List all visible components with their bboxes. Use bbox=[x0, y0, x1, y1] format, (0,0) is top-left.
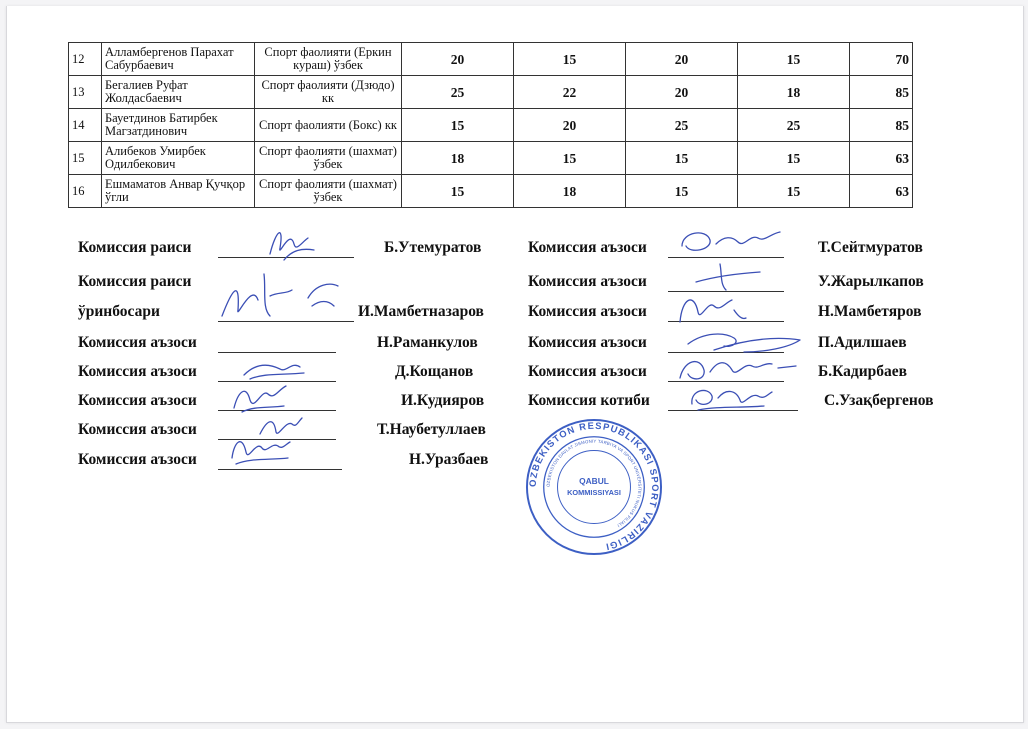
total-score: 70 bbox=[850, 43, 913, 76]
commission-member-name: Н.Раманкулов bbox=[377, 334, 478, 351]
commission-role-label: Комиссия аъзоси bbox=[78, 334, 197, 351]
sport-direction: Спорт фаолияти (Дзюдо) кк bbox=[255, 76, 402, 109]
commission-role-label: Комиссия аъзоси bbox=[528, 303, 647, 320]
score-3: 25 bbox=[626, 109, 738, 142]
commission-member-name: Н.Уразбаев bbox=[409, 451, 489, 468]
commission-member-name: У.Жарылкапов bbox=[818, 273, 924, 290]
score-2: 18 bbox=[514, 175, 626, 208]
table-row bbox=[69, 142, 913, 175]
commission-member-name: Д.Кощанов bbox=[395, 363, 474, 380]
commission-stamp bbox=[525, 418, 663, 556]
commission-role-label: Комиссия аъзоси bbox=[528, 239, 647, 256]
signature-scribble bbox=[226, 428, 292, 468]
total-score: 63 bbox=[850, 175, 913, 208]
commission-role-label: Комиссия раиси bbox=[78, 273, 192, 290]
score-4: 25 bbox=[738, 109, 850, 142]
sport-direction: Спорт фаолияти (шахмат) ўзбек bbox=[255, 142, 402, 175]
signature-scribble bbox=[228, 378, 292, 416]
score-4: 15 bbox=[738, 43, 850, 76]
stamp-inner-text: OZBEKISTON DAVLAT JISMONIY TARBIYA VA SPORT UNIVERSITETI NUKUS FILIALI bbox=[545, 438, 643, 529]
table-row bbox=[69, 109, 913, 142]
sport-direction: Спорт фаолияти (шахмат) ўзбек bbox=[255, 175, 402, 208]
score-3: 20 bbox=[626, 43, 738, 76]
score-3: 15 bbox=[626, 142, 738, 175]
sport-direction: Спорт фаолияти (Бокс) кк bbox=[255, 109, 402, 142]
applicant-name: Бегалиев Руфат Жолдасбаевич bbox=[102, 76, 255, 109]
commission-role-label: Комиссия раиси bbox=[78, 239, 192, 256]
score-2: 15 bbox=[514, 142, 626, 175]
score-2: 20 bbox=[514, 109, 626, 142]
commission-role-label: Комиссия аъзоси bbox=[78, 363, 197, 380]
score-3: 20 bbox=[626, 76, 738, 109]
score-4: 15 bbox=[738, 175, 850, 208]
commission-role-label: Комиссия котиби bbox=[528, 392, 650, 409]
commission-member-name: П.Адилшаев bbox=[818, 334, 907, 351]
commission-member-name: Б.Кадирбаев bbox=[818, 363, 908, 380]
score-2: 15 bbox=[514, 43, 626, 76]
commission-member-name: И.Кудияров bbox=[401, 392, 485, 409]
score-3: 15 bbox=[626, 175, 738, 208]
signature-scribble bbox=[212, 270, 352, 322]
results-table bbox=[68, 42, 913, 208]
applicant-name: Бауетдинов Батирбек Магзатдинович bbox=[102, 109, 255, 142]
table-row bbox=[69, 175, 913, 208]
commission-role-label: ўринбосари bbox=[78, 303, 160, 320]
signature-scribble bbox=[262, 220, 322, 265]
commission-member-name: Н.Мамбетяров bbox=[818, 303, 922, 320]
commission-role-label: Комиссия аъзоси bbox=[78, 451, 197, 468]
row-number: 16 bbox=[69, 175, 102, 208]
signature-scribble bbox=[684, 380, 774, 414]
row-number: 13 bbox=[69, 76, 102, 109]
commission-role-label: Комиссия аъзоси bbox=[528, 273, 647, 290]
score-4: 18 bbox=[738, 76, 850, 109]
total-score: 63 bbox=[850, 142, 913, 175]
row-number: 15 bbox=[69, 142, 102, 175]
commission-member-name: Т.Наубетуллаев bbox=[377, 421, 486, 438]
score-1: 15 bbox=[402, 175, 514, 208]
applicant-name: Алламбергенов Парахат Сабурбаевич bbox=[102, 43, 255, 76]
commission-role-label: Комиссия аъзоси bbox=[78, 421, 197, 438]
applicant-name: Ешмаматов Анвар Қучқор ўгли bbox=[102, 175, 255, 208]
commission-member-name: Б.Утемуратов bbox=[384, 239, 482, 256]
signature-scribble bbox=[672, 288, 752, 330]
total-score: 85 bbox=[850, 109, 913, 142]
row-number: 14 bbox=[69, 109, 102, 142]
score-1: 20 bbox=[402, 43, 514, 76]
table-row bbox=[69, 76, 913, 109]
signature-scribble bbox=[676, 226, 786, 260]
score-1: 25 bbox=[402, 76, 514, 109]
row-number: 12 bbox=[69, 43, 102, 76]
commission-member-name: Т.Сейтмуратов bbox=[818, 239, 923, 256]
score-1: 15 bbox=[402, 109, 514, 142]
score-2: 22 bbox=[514, 76, 626, 109]
total-score: 85 bbox=[850, 76, 913, 109]
commission-member-name: И.Мамбетназаров bbox=[358, 303, 484, 320]
score-1: 18 bbox=[402, 142, 514, 175]
commission-role-label: Комиссия аъзоси bbox=[528, 334, 647, 351]
applicant-name: Алибеков Умирбек Одилбекович bbox=[102, 142, 255, 175]
stamp-outer-text: OZBEKISTON RESPUBLIKASI SPORT VAZIRLIGI bbox=[527, 420, 661, 553]
commission-role-label: Комиссия аъзоси bbox=[78, 392, 197, 409]
signature-line bbox=[218, 469, 342, 470]
stamp-center-title: QABUL bbox=[579, 476, 609, 487]
score-4: 15 bbox=[738, 142, 850, 175]
commission-role-label: Комиссия аъзоси bbox=[528, 363, 647, 380]
table-row bbox=[69, 43, 913, 76]
stamp-center-subtitle: KOMMISSIYASI bbox=[567, 487, 621, 497]
sport-direction: Спорт фаолияти (Еркин кураш) ўзбек bbox=[255, 43, 402, 76]
commission-member-name: С.Узақбергенов bbox=[824, 392, 934, 409]
signature-line bbox=[218, 352, 336, 353]
